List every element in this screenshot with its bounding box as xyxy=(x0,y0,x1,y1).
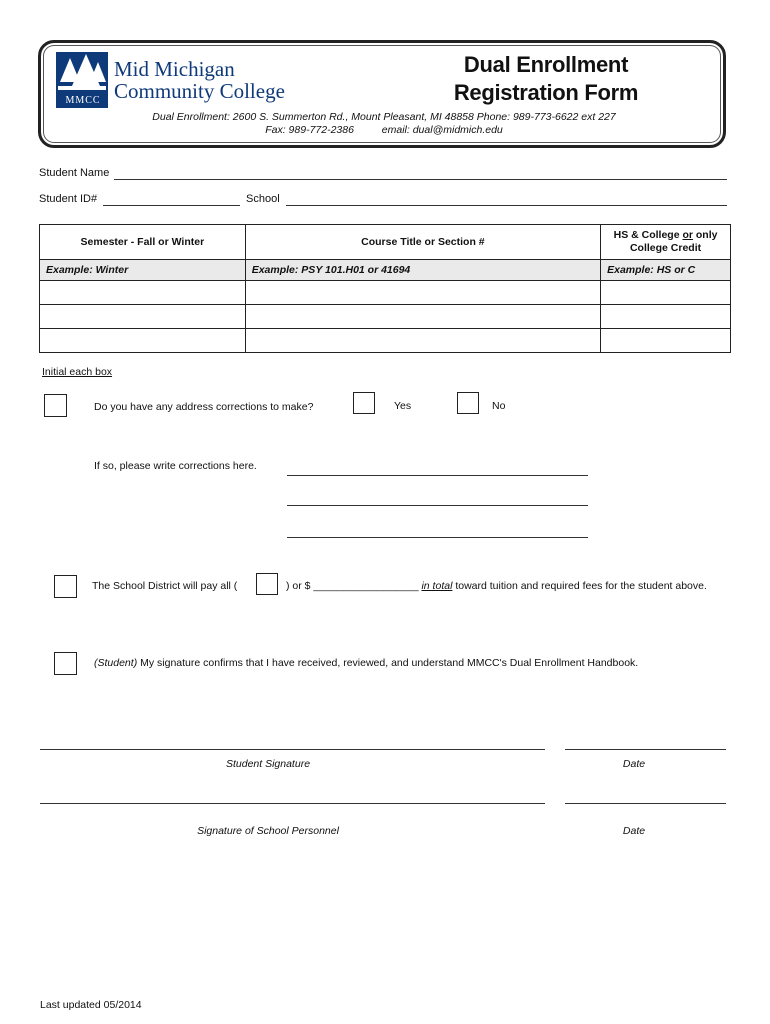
table-row xyxy=(40,281,731,305)
credit-cell[interactable] xyxy=(601,305,731,329)
table-header-row xyxy=(40,225,731,260)
school-date-line[interactable] xyxy=(565,803,726,804)
district-initial-box[interactable] xyxy=(54,575,77,598)
student-date-caption: Date xyxy=(622,758,646,770)
student-name-label: Student Name xyxy=(39,167,110,179)
student-id-label: Student ID# xyxy=(39,193,98,205)
college-name-line1: Mid Michigan xyxy=(114,57,235,81)
form-title-line1: Dual Enrollment xyxy=(463,52,629,77)
logo-badge: MMCC xyxy=(65,95,101,106)
contact-address-line: Dual Enrollment: 2600 S. Summerton Rd., Mount Pleasant, MI 48858 Phone: 989-773-6622 ext 227 xyxy=(152,111,616,123)
course-cell[interactable] xyxy=(245,281,600,305)
header-credit-only: only xyxy=(695,229,718,241)
yes-label: Yes xyxy=(394,400,412,412)
student-signature-line[interactable] xyxy=(40,749,545,750)
form-title-line2: Registration Form xyxy=(453,80,639,105)
example-credit: Example: HS or C xyxy=(601,260,731,281)
correction-line-1[interactable] xyxy=(287,475,588,476)
initial-heading: Initial each box xyxy=(42,366,113,378)
school-signature-caption: Signature of School Personnel xyxy=(197,825,339,837)
contact-fax-email-line xyxy=(64,124,704,136)
example-semester: Example: Winter xyxy=(40,260,246,281)
yes-checkbox[interactable] xyxy=(353,392,375,414)
district-text-part1: The School District will pay all ( xyxy=(92,580,238,592)
pay-all-checkbox[interactable] xyxy=(256,573,278,595)
address-question: Do you have any address corrections to make? xyxy=(94,401,314,413)
semester-cell[interactable] xyxy=(40,329,246,353)
course-table xyxy=(39,224,731,353)
college-name-line2: Community College xyxy=(114,79,285,103)
header-credit-type xyxy=(601,225,731,260)
student-date-line[interactable] xyxy=(565,749,726,750)
credit-cell[interactable] xyxy=(601,281,731,305)
district-amount-field[interactable]: ) or $ __________________ xyxy=(286,580,419,592)
table-row xyxy=(40,329,731,353)
contact-fax: Fax: 989-772-2386 xyxy=(265,124,354,136)
header-credit-or: or xyxy=(682,229,693,241)
school-signature-line[interactable] xyxy=(40,803,545,804)
header-course-title: Course Title or Section # xyxy=(245,225,600,260)
semester-cell[interactable] xyxy=(40,305,246,329)
course-cell[interactable] xyxy=(245,305,600,329)
school-field[interactable] xyxy=(286,205,727,206)
last-updated: Last updated 05/2014 xyxy=(40,999,142,1011)
no-label: No xyxy=(492,400,506,412)
credit-cell[interactable] xyxy=(601,329,731,353)
semester-cell[interactable] xyxy=(40,281,246,305)
student-initial-box[interactable] xyxy=(54,652,77,675)
correction-line-3[interactable] xyxy=(287,537,588,538)
student-prefix: (Student) xyxy=(94,657,138,669)
school-label: School xyxy=(246,193,280,205)
table-row xyxy=(40,260,731,281)
header-credit-part1: HS & College xyxy=(613,229,680,241)
header-semester: Semester - Fall or Winter xyxy=(40,225,246,260)
corrections-label: If so, please write corrections here. xyxy=(94,460,257,472)
district-in-total: in total xyxy=(421,580,453,592)
header-credit-part2: College Credit xyxy=(629,242,702,254)
student-name-field[interactable] xyxy=(114,179,727,180)
no-checkbox[interactable] xyxy=(457,392,479,414)
correction-line-2[interactable] xyxy=(287,505,588,506)
example-course: Example: PSY 101.H01 or 41694 xyxy=(245,260,600,281)
district-text-part3: toward tuition and required fees for the student above. xyxy=(455,580,707,592)
student-id-field[interactable] xyxy=(103,205,240,206)
address-initial-box[interactable] xyxy=(44,394,67,417)
student-signature-caption: Student Signature xyxy=(225,758,311,770)
district-text-part2 xyxy=(286,580,707,592)
contact-email: email: dual@midmich.edu xyxy=(381,124,503,136)
table-row xyxy=(40,305,731,329)
school-date-caption: Date xyxy=(622,825,646,837)
student-acknowledgement-text: My signature confirms that I have received, reviewed, and understand MMCC's Dual Enrollment Handbook. xyxy=(140,657,639,669)
student-acknowledgement xyxy=(94,657,638,669)
course-cell[interactable] xyxy=(245,329,600,353)
